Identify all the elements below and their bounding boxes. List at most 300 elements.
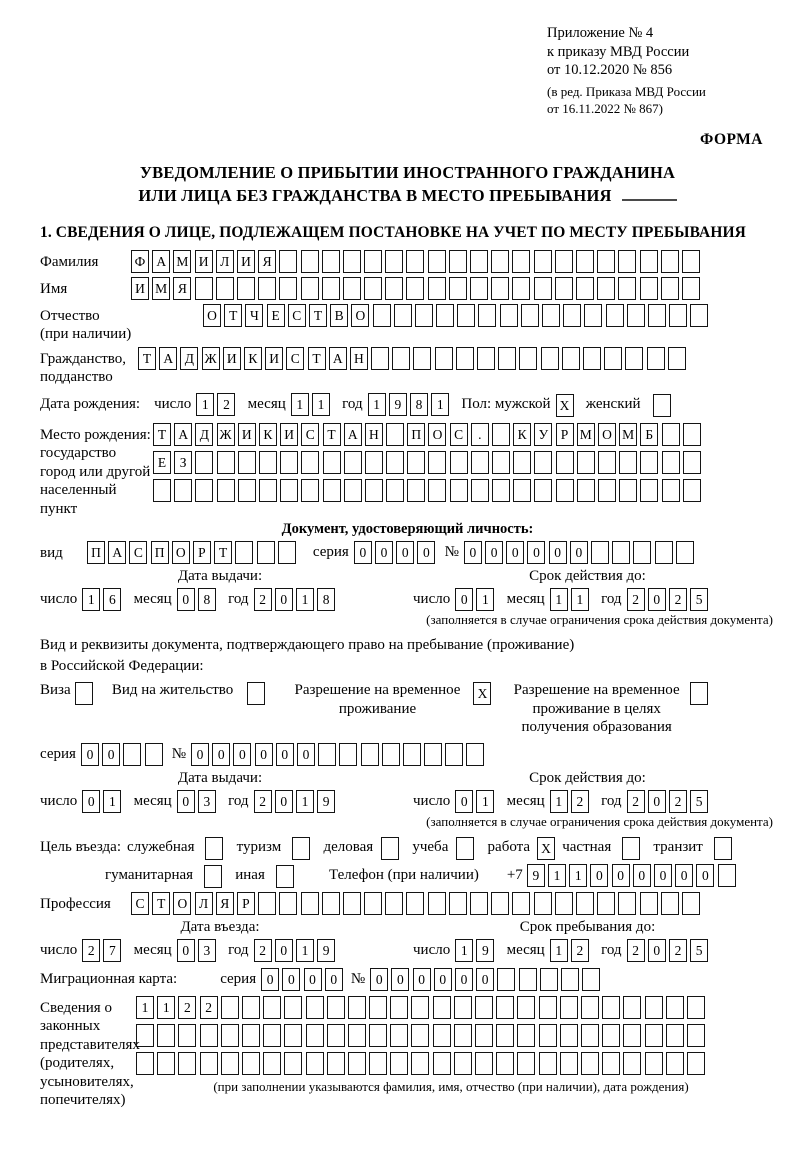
form-cell[interactable]	[456, 837, 474, 860]
form-cell[interactable]	[369, 1052, 387, 1075]
form-cell[interactable]: Я	[216, 892, 234, 915]
form-cell[interactable]	[534, 451, 552, 474]
form-cell[interactable]	[669, 304, 687, 327]
form-cell[interactable]: Е	[153, 451, 171, 474]
form-cell[interactable]	[364, 250, 382, 273]
form-cell[interactable]	[534, 250, 552, 273]
form-cell[interactable]	[640, 277, 658, 300]
form-cell[interactable]	[385, 250, 403, 273]
form-cell[interactable]	[327, 996, 345, 1019]
form-cell[interactable]	[403, 743, 421, 766]
form-cell[interactable]	[153, 479, 171, 502]
form-cell[interactable]: 0	[396, 541, 414, 564]
form-cell[interactable]: X	[556, 394, 574, 417]
form-cell[interactable]	[475, 1052, 493, 1075]
form-cell[interactable]	[619, 479, 637, 502]
form-cell[interactable]	[385, 277, 403, 300]
form-cell[interactable]	[598, 479, 616, 502]
form-cell[interactable]	[661, 277, 679, 300]
form-cell[interactable]	[687, 996, 705, 1019]
form-cell[interactable]	[471, 479, 489, 502]
form-cell[interactable]: 2	[571, 939, 589, 962]
form-cell[interactable]	[327, 1024, 345, 1047]
form-cell[interactable]	[406, 277, 424, 300]
form-cell[interactable]	[195, 277, 213, 300]
form-cell[interactable]	[238, 451, 256, 474]
form-cell[interactable]: Ф	[131, 250, 149, 273]
form-cell[interactable]	[284, 996, 302, 1019]
form-cell[interactable]	[555, 892, 573, 915]
form-cell[interactable]	[666, 996, 684, 1019]
form-cell[interactable]	[583, 347, 601, 370]
form-cell[interactable]: Т	[153, 423, 171, 446]
form-cell[interactable]	[136, 1024, 154, 1047]
form-cell[interactable]	[428, 892, 446, 915]
form-cell[interactable]: 1	[476, 790, 494, 813]
form-cell[interactable]	[645, 1052, 663, 1075]
purpose-other-checkbox[interactable]	[276, 864, 297, 888]
form-cell[interactable]	[496, 1052, 514, 1075]
form-cell[interactable]	[539, 996, 557, 1019]
form-cell[interactable]: Л	[195, 892, 213, 915]
form-cell[interactable]	[612, 541, 630, 564]
form-cell[interactable]: 0	[191, 743, 209, 766]
form-cell[interactable]	[258, 277, 276, 300]
form-cell[interactable]: 9	[317, 790, 335, 813]
form-cell[interactable]: 2	[254, 790, 272, 813]
form-cell[interactable]: 1	[548, 864, 566, 887]
form-cell[interactable]	[475, 1024, 493, 1047]
form-cell[interactable]: 8	[317, 588, 335, 611]
purpose-commercial-checkbox[interactable]	[381, 836, 402, 860]
form-cell[interactable]: 1	[82, 588, 100, 611]
form-cell[interactable]	[221, 1024, 239, 1047]
form-cell[interactable]: Н	[350, 347, 368, 370]
form-cell[interactable]: Т	[138, 347, 156, 370]
form-cell[interactable]: 8	[198, 588, 216, 611]
form-cell[interactable]	[555, 250, 573, 273]
form-cell[interactable]	[648, 304, 666, 327]
form-cell[interactable]	[645, 996, 663, 1019]
form-cell[interactable]: И	[131, 277, 149, 300]
form-cell[interactable]: 0	[375, 541, 393, 564]
form-cell[interactable]: 5	[690, 790, 708, 813]
form-cell[interactable]	[666, 1052, 684, 1075]
form-cell[interactable]: В	[330, 304, 348, 327]
form-cell[interactable]	[577, 479, 595, 502]
temp-permit-checkbox[interactable]	[473, 681, 494, 705]
form-cell[interactable]: 1	[296, 939, 314, 962]
form-cell[interactable]	[581, 1052, 599, 1075]
form-cell[interactable]: Т	[214, 541, 232, 564]
form-cell[interactable]	[597, 250, 615, 273]
form-cell[interactable]	[647, 347, 665, 370]
form-cell[interactable]: Д	[195, 423, 213, 446]
form-cell[interactable]: О	[428, 423, 446, 446]
form-cell[interactable]	[373, 304, 391, 327]
form-cell[interactable]	[411, 996, 429, 1019]
form-cell[interactable]	[690, 304, 708, 327]
form-cell[interactable]: 2	[178, 996, 196, 1019]
form-cell[interactable]	[602, 1024, 620, 1047]
form-cell[interactable]: 0	[455, 790, 473, 813]
form-cell[interactable]	[157, 1052, 175, 1075]
form-cell[interactable]: И	[223, 347, 241, 370]
form-cell[interactable]: 1	[550, 790, 568, 813]
form-cell[interactable]: С	[450, 423, 468, 446]
form-cell[interactable]	[411, 1024, 429, 1047]
form-cell[interactable]: 2	[669, 939, 687, 962]
form-cell[interactable]	[683, 451, 701, 474]
form-cell[interactable]	[344, 451, 362, 474]
form-cell[interactable]	[344, 479, 362, 502]
form-cell[interactable]	[364, 892, 382, 915]
form-cell[interactable]	[217, 479, 235, 502]
form-cell[interactable]	[718, 864, 736, 887]
form-cell[interactable]	[200, 1052, 218, 1075]
form-cell[interactable]: 1	[550, 939, 568, 962]
form-cell[interactable]	[581, 1024, 599, 1047]
form-cell[interactable]	[386, 479, 404, 502]
form-cell[interactable]: 1	[296, 790, 314, 813]
form-cell[interactable]: 0	[233, 743, 251, 766]
sex-female-checkbox[interactable]	[653, 393, 674, 417]
form-cell[interactable]	[555, 277, 573, 300]
form-cell[interactable]	[343, 250, 361, 273]
form-cell[interactable]	[428, 250, 446, 273]
form-cell[interactable]: 0	[276, 743, 294, 766]
form-cell[interactable]	[365, 479, 383, 502]
form-cell[interactable]: 0	[177, 588, 195, 611]
form-cell[interactable]	[433, 1052, 451, 1075]
form-cell[interactable]	[597, 892, 615, 915]
form-cell[interactable]	[645, 1024, 663, 1047]
form-cell[interactable]: З	[174, 451, 192, 474]
form-cell[interactable]	[449, 250, 467, 273]
form-cell[interactable]	[456, 347, 474, 370]
form-cell[interactable]	[205, 837, 223, 860]
form-cell[interactable]	[238, 479, 256, 502]
form-cell[interactable]: Т	[309, 304, 327, 327]
form-cell[interactable]: 0	[275, 939, 293, 962]
form-cell[interactable]: Т	[152, 892, 170, 915]
form-cell[interactable]	[406, 250, 424, 273]
form-cell[interactable]: 1	[136, 996, 154, 1019]
form-cell[interactable]	[411, 1052, 429, 1075]
form-cell[interactable]: 0	[212, 743, 230, 766]
form-cell[interactable]: 0	[297, 743, 315, 766]
form-cell[interactable]: И	[195, 250, 213, 273]
form-cell[interactable]	[618, 250, 636, 273]
form-cell[interactable]	[454, 1024, 472, 1047]
form-cell[interactable]	[662, 479, 680, 502]
form-cell[interactable]: 0	[612, 864, 630, 887]
form-cell[interactable]: 0	[325, 968, 343, 991]
form-cell[interactable]	[242, 996, 260, 1019]
form-cell[interactable]: Б	[640, 423, 658, 446]
form-cell[interactable]	[668, 347, 686, 370]
form-cell[interactable]	[306, 1052, 324, 1075]
form-cell[interactable]	[386, 451, 404, 474]
form-cell[interactable]: 7	[103, 939, 121, 962]
form-cell[interactable]	[433, 1024, 451, 1047]
form-cell[interactable]	[322, 892, 340, 915]
form-cell[interactable]: 3	[198, 939, 216, 962]
form-cell[interactable]: 3	[198, 790, 216, 813]
form-cell[interactable]: А	[344, 423, 362, 446]
form-cell[interactable]	[433, 996, 451, 1019]
form-cell[interactable]	[450, 479, 468, 502]
form-cell[interactable]: Т	[224, 304, 242, 327]
form-cell[interactable]	[581, 996, 599, 1019]
form-cell[interactable]: С	[301, 423, 319, 446]
form-cell[interactable]	[561, 968, 579, 991]
form-cell[interactable]: 5	[690, 939, 708, 962]
form-cell[interactable]: 0	[464, 541, 482, 564]
form-cell[interactable]	[365, 451, 383, 474]
form-cell[interactable]	[348, 1024, 366, 1047]
form-cell[interactable]	[263, 996, 281, 1019]
purpose-humanitarian-checkbox[interactable]	[204, 864, 225, 888]
form-cell[interactable]	[174, 479, 192, 502]
form-cell[interactable]: Т	[323, 423, 341, 446]
form-cell[interactable]: 0	[81, 743, 99, 766]
form-cell[interactable]	[682, 277, 700, 300]
form-cell[interactable]: 0	[527, 541, 545, 564]
form-cell[interactable]	[216, 277, 234, 300]
form-cell[interactable]	[371, 347, 389, 370]
form-cell[interactable]	[534, 479, 552, 502]
form-cell[interactable]	[257, 541, 275, 564]
form-cell[interactable]	[369, 1024, 387, 1047]
form-cell[interactable]: 1	[571, 588, 589, 611]
form-cell[interactable]: 2	[254, 939, 272, 962]
form-cell[interactable]	[364, 277, 382, 300]
form-cell[interactable]	[491, 892, 509, 915]
form-cell[interactable]	[292, 837, 310, 860]
form-cell[interactable]	[640, 479, 658, 502]
form-cell[interactable]	[445, 743, 463, 766]
form-cell[interactable]: 9	[317, 939, 335, 962]
form-cell[interactable]	[492, 451, 510, 474]
form-cell[interactable]: 0	[102, 743, 120, 766]
form-cell[interactable]	[622, 837, 640, 860]
form-cell[interactable]: 1	[431, 393, 449, 416]
form-cell[interactable]: 0	[304, 968, 322, 991]
form-cell[interactable]: 0	[455, 588, 473, 611]
form-cell[interactable]	[576, 892, 594, 915]
form-cell[interactable]: 1	[368, 393, 386, 416]
form-cell[interactable]: И	[237, 250, 255, 273]
form-cell[interactable]: 0	[633, 864, 651, 887]
form-cell[interactable]	[682, 250, 700, 273]
form-cell[interactable]	[327, 1052, 345, 1075]
form-cell[interactable]	[454, 996, 472, 1019]
form-cell[interactable]	[323, 451, 341, 474]
form-cell[interactable]	[301, 277, 319, 300]
form-cell[interactable]	[301, 892, 319, 915]
form-cell[interactable]: 2	[627, 939, 645, 962]
form-cell[interactable]	[361, 743, 379, 766]
form-cell[interactable]: У	[534, 423, 552, 446]
form-cell[interactable]: Я	[173, 277, 191, 300]
form-cell[interactable]	[221, 1052, 239, 1075]
form-cell[interactable]: П	[87, 541, 105, 564]
form-cell[interactable]: Л	[216, 250, 234, 273]
form-cell[interactable]	[221, 996, 239, 1019]
form-cell[interactable]: О	[598, 423, 616, 446]
form-cell[interactable]	[123, 743, 141, 766]
form-cell[interactable]	[369, 996, 387, 1019]
form-cell[interactable]	[279, 250, 297, 273]
form-cell[interactable]	[619, 451, 637, 474]
form-cell[interactable]: 1	[476, 588, 494, 611]
form-cell[interactable]	[237, 277, 255, 300]
form-cell[interactable]	[478, 304, 496, 327]
form-cell[interactable]	[540, 968, 558, 991]
form-cell[interactable]	[606, 304, 624, 327]
form-cell[interactable]: Я	[258, 250, 276, 273]
form-cell[interactable]: 0	[648, 588, 666, 611]
form-cell[interactable]: 2	[627, 588, 645, 611]
form-cell[interactable]	[655, 541, 673, 564]
form-cell[interactable]: 2	[217, 393, 235, 416]
form-cell[interactable]	[385, 892, 403, 915]
form-cell[interactable]: 9	[527, 864, 545, 887]
form-cell[interactable]: .	[471, 423, 489, 446]
purpose-private-checkbox[interactable]	[622, 836, 643, 860]
form-cell[interactable]: И	[265, 347, 283, 370]
form-cell[interactable]: 1	[196, 393, 214, 416]
form-cell[interactable]: М	[577, 423, 595, 446]
form-cell[interactable]	[242, 1024, 260, 1047]
form-cell[interactable]: П	[151, 541, 169, 564]
form-cell[interactable]	[323, 479, 341, 502]
form-cell[interactable]: 9	[476, 939, 494, 962]
form-cell[interactable]: М	[173, 250, 191, 273]
form-cell[interactable]	[640, 250, 658, 273]
form-cell[interactable]	[343, 892, 361, 915]
form-cell[interactable]	[466, 743, 484, 766]
form-cell[interactable]	[584, 304, 602, 327]
form-cell[interactable]: Ж	[217, 423, 235, 446]
form-cell[interactable]	[714, 837, 732, 860]
form-cell[interactable]: К	[513, 423, 531, 446]
form-cell[interactable]: 0	[255, 743, 273, 766]
form-cell[interactable]	[204, 865, 222, 888]
form-cell[interactable]	[435, 347, 453, 370]
form-cell[interactable]	[633, 541, 651, 564]
form-cell[interactable]: 0	[417, 541, 435, 564]
form-cell[interactable]	[407, 451, 425, 474]
form-cell[interactable]	[339, 743, 357, 766]
form-cell[interactable]: О	[172, 541, 190, 564]
form-cell[interactable]	[539, 1052, 557, 1075]
form-cell[interactable]	[541, 347, 559, 370]
form-cell[interactable]	[390, 996, 408, 1019]
form-cell[interactable]	[145, 743, 163, 766]
form-cell[interactable]	[348, 996, 366, 1019]
purpose-study-checkbox[interactable]	[456, 836, 477, 860]
purpose-business-checkbox[interactable]	[205, 836, 226, 860]
form-cell[interactable]	[492, 423, 510, 446]
form-cell[interactable]	[513, 451, 531, 474]
form-cell[interactable]	[306, 1024, 324, 1047]
form-cell[interactable]: Р	[237, 892, 255, 915]
form-cell[interactable]: 2	[669, 588, 687, 611]
form-cell[interactable]	[517, 996, 535, 1019]
form-cell[interactable]: 0	[434, 968, 452, 991]
form-cell[interactable]	[661, 250, 679, 273]
form-cell[interactable]	[498, 347, 516, 370]
form-cell[interactable]: 0	[282, 968, 300, 991]
form-cell[interactable]	[687, 1052, 705, 1075]
form-cell[interactable]	[475, 996, 493, 1019]
form-cell[interactable]	[477, 347, 495, 370]
form-cell[interactable]	[386, 423, 404, 446]
form-cell[interactable]	[392, 347, 410, 370]
form-cell[interactable]: 0	[391, 968, 409, 991]
form-cell[interactable]	[602, 996, 620, 1019]
form-cell[interactable]	[640, 451, 658, 474]
form-cell[interactable]: П	[407, 423, 425, 446]
form-cell[interactable]	[519, 347, 537, 370]
form-cell[interactable]: 8	[410, 393, 428, 416]
form-cell[interactable]	[661, 892, 679, 915]
form-cell[interactable]	[542, 304, 560, 327]
form-cell[interactable]	[279, 892, 297, 915]
form-cell[interactable]: 0	[648, 790, 666, 813]
form-cell[interactable]: 1	[569, 864, 587, 887]
form-cell[interactable]: 1	[103, 790, 121, 813]
form-cell[interactable]	[602, 1052, 620, 1075]
form-cell[interactable]: Т	[308, 347, 326, 370]
form-cell[interactable]	[195, 479, 213, 502]
form-cell[interactable]	[519, 968, 537, 991]
form-cell[interactable]	[534, 892, 552, 915]
form-cell[interactable]	[491, 250, 509, 273]
form-cell[interactable]: 0	[549, 541, 567, 564]
form-cell[interactable]	[496, 996, 514, 1019]
purpose-work-checkbox[interactable]	[537, 836, 558, 860]
form-cell[interactable]	[195, 451, 213, 474]
purpose-transit-checkbox[interactable]	[714, 836, 735, 860]
form-cell[interactable]	[683, 479, 701, 502]
form-cell[interactable]	[618, 892, 636, 915]
form-cell[interactable]: С	[288, 304, 306, 327]
form-cell[interactable]	[470, 277, 488, 300]
form-cell[interactable]: 0	[177, 790, 195, 813]
form-cell[interactable]: 5	[690, 588, 708, 611]
form-cell[interactable]: 6	[103, 588, 121, 611]
form-cell[interactable]: Е	[267, 304, 285, 327]
form-cell[interactable]	[597, 277, 615, 300]
form-cell[interactable]	[676, 541, 694, 564]
form-cell[interactable]	[436, 304, 454, 327]
form-cell[interactable]	[454, 1052, 472, 1075]
form-cell[interactable]: 0	[675, 864, 693, 887]
form-cell[interactable]: 0	[590, 864, 608, 887]
form-cell[interactable]	[576, 250, 594, 273]
form-cell[interactable]	[560, 1052, 578, 1075]
form-cell[interactable]	[200, 1024, 218, 1047]
form-cell[interactable]: 0	[354, 541, 372, 564]
form-cell[interactable]: А	[108, 541, 126, 564]
form-cell[interactable]: К	[244, 347, 262, 370]
form-cell[interactable]	[618, 277, 636, 300]
form-cell[interactable]	[322, 250, 340, 273]
form-cell[interactable]	[157, 1024, 175, 1047]
